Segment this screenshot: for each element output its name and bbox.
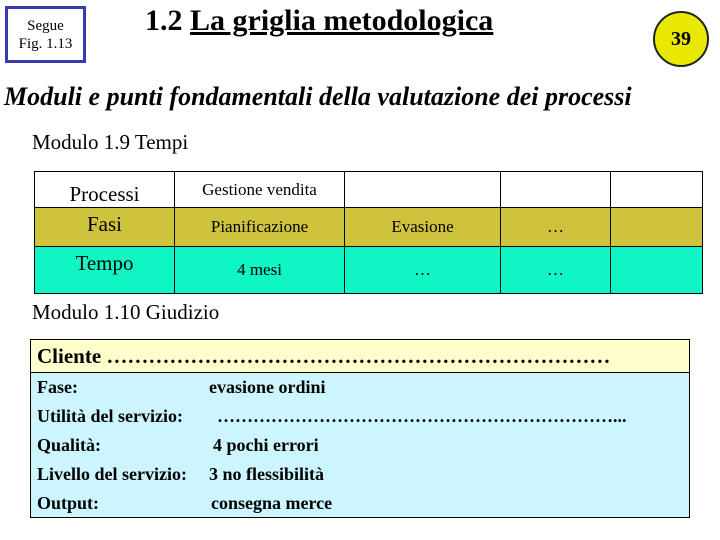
row-label: Tempo bbox=[35, 247, 175, 294]
row-label: Fasi bbox=[35, 208, 175, 247]
subtitle: Moduli e punti fondamentali della valutazione dei processi bbox=[4, 82, 632, 111]
module-giudizio-heading: Modulo 1.10 Giudizio bbox=[32, 300, 220, 324]
table-cell: … bbox=[345, 247, 501, 294]
field-label: Fase: bbox=[37, 377, 78, 397]
title-number: 1.2 bbox=[145, 4, 183, 37]
table-cell: 4 mesi bbox=[175, 247, 345, 294]
figure-reference: Fig. 1.13 bbox=[18, 35, 73, 52]
table-cell bbox=[611, 247, 703, 294]
table-cell bbox=[611, 172, 703, 208]
module-tempi-heading: Modulo 1.9 Tempi bbox=[32, 130, 189, 154]
field-value: 3 no flessibilità bbox=[209, 464, 325, 484]
page-title bbox=[145, 4, 493, 38]
table-cell: … bbox=[501, 208, 611, 247]
table-cell bbox=[345, 172, 501, 208]
segue-label: Segue bbox=[27, 17, 64, 34]
field-value: evasione ordini bbox=[209, 377, 326, 397]
table-row-processi bbox=[35, 172, 703, 208]
table-row-fasi bbox=[35, 208, 703, 247]
giudizio-box bbox=[30, 372, 690, 518]
table-cell: … bbox=[501, 247, 611, 294]
table-cell: Gestione vendita bbox=[175, 172, 345, 208]
field-label: Utilità del servizio: bbox=[37, 406, 183, 426]
field-label: Qualità: bbox=[37, 435, 102, 455]
field-value: consegna merce bbox=[211, 493, 333, 513]
page-number-badge bbox=[653, 11, 709, 67]
field-label: Livello del servizio: bbox=[37, 464, 187, 484]
page-number: 39 bbox=[671, 27, 691, 50]
table-cell: Pianificazione bbox=[175, 208, 345, 247]
field-value: …………………………………………………………... bbox=[217, 406, 627, 426]
segue-fig-box bbox=[5, 6, 86, 63]
tempi-grid bbox=[34, 171, 703, 294]
table-cell bbox=[501, 172, 611, 208]
table-cell: Evasione bbox=[345, 208, 501, 247]
cliente-field: Cliente ……………………………………………………………… bbox=[30, 339, 690, 373]
title-text: La griglia metodologica bbox=[190, 4, 494, 37]
field-value: 4 pochi errori bbox=[213, 435, 319, 455]
field-label: Output: bbox=[37, 493, 100, 513]
row-label: Processi bbox=[35, 172, 175, 208]
table-cell bbox=[611, 208, 703, 247]
table-row-tempo bbox=[35, 247, 703, 294]
